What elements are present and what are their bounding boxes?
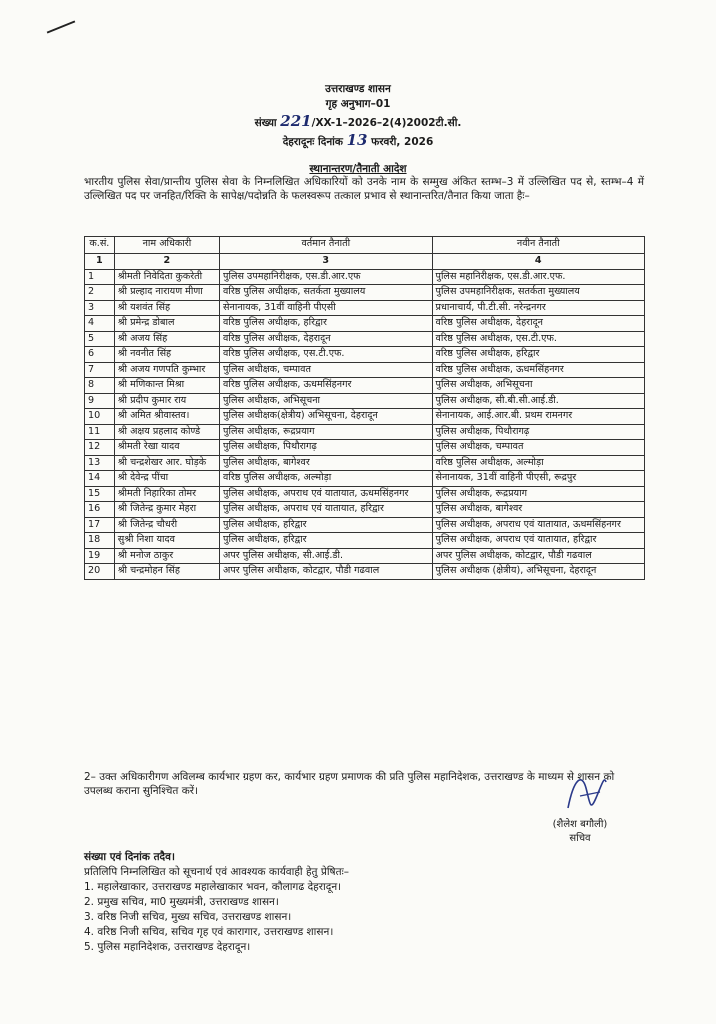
cell-current-posting: वरिष्ठ पुलिस अधीक्षक, सतर्कता मुख्यालय (220, 285, 432, 301)
copy-item: 3. वरिष्ठ निजी सचिव, मुख्य सचिव, उत्तराखण्ड शासन। (84, 911, 292, 923)
cell-officer-name: सुश्री निशा यादव (114, 533, 219, 549)
ref-number-handwritten: 221 (280, 112, 312, 130)
cell-current-posting: पुलिस अधीक्षक, अपराध एवं यातायात, ऊधमसिंहनगर (220, 486, 432, 502)
cell-serial: 3 (85, 300, 115, 316)
cell-new-posting: वरिष्ठ पुलिस अधीक्षक, हरिद्वार (432, 347, 645, 363)
col-number: 4 (432, 254, 645, 270)
cell-new-posting: वरिष्ठ पुलिस अधीक्षक, देहरादून (432, 316, 645, 332)
cell-new-posting: वरिष्ठ पुलिस अधीक्षक, एस.टी.एफ. (432, 331, 645, 347)
cell-officer-name: श्रीमती रेखा यादव (114, 440, 219, 456)
cell-officer-name: श्री नवनीत सिंह (114, 347, 219, 363)
copy-item: 2. प्रमुख सचिव, मा0 मुख्यमंत्री, उत्तराखण्ड शासन। (84, 896, 279, 908)
table-row (85, 564, 645, 580)
table-row (85, 347, 645, 363)
cell-serial: 2 (85, 285, 115, 301)
cell-new-posting: पुलिस अधीक्षक, बागेश्वर (432, 502, 645, 518)
cell-serial: 19 (85, 548, 115, 564)
transfer-table (84, 236, 645, 580)
table-row (85, 424, 645, 440)
table-row (85, 440, 645, 456)
cell-serial: 13 (85, 455, 115, 471)
cell-current-posting: अपर पुलिस अधीक्षक, कोटद्वार, पौडी गढवाल (220, 564, 432, 580)
cell-new-posting: पुलिस उपमहानिरीक्षक, सतर्कता मुख्यालय (432, 285, 645, 301)
date-day-handwritten: 13 (346, 131, 368, 149)
cell-new-posting: प्रधानाचार्य, पी.टी.सी. नरेन्द्रनगर (432, 300, 645, 316)
col-header-name: नाम अधिकारी (114, 237, 219, 254)
col-number: 3 (220, 254, 432, 270)
copy-heading: संख्या एवं दिनांक तदैव। (84, 851, 175, 863)
cell-officer-name: श्रीमती निवेदिता कुकरेती (114, 269, 219, 285)
table-row (85, 269, 645, 285)
cell-officer-name: श्री अक्षय प्रहलाद कोण्डे (114, 424, 219, 440)
cell-serial: 15 (85, 486, 115, 502)
cell-current-posting: पुलिस अधीक्षक, रूद्रप्रयाग (220, 424, 432, 440)
table-row (85, 409, 645, 425)
cell-serial: 14 (85, 471, 115, 487)
cell-officer-name: श्री अजय गणपति कुम्भार (114, 362, 219, 378)
copy-section (84, 850, 644, 955)
signatory-designation: सचिव (569, 833, 591, 844)
cell-current-posting: पुलिस उपमहानिरीक्षक, एस.डी.आर.एफ (220, 269, 432, 285)
cell-current-posting: पुलिस अधीक्षक, अपराध एवं यातायात, हरिद्वार (220, 502, 432, 518)
cell-current-posting: वरिष्ठ पुलिस अधीक्षक, अल्मोड़ा (220, 471, 432, 487)
col-number: 1 (85, 254, 115, 270)
cell-new-posting: सेनानायक, 31वीं वाहिनी पीएसी, रूद्रपुर (432, 471, 645, 487)
cell-serial: 1 (85, 269, 115, 285)
cell-serial: 8 (85, 378, 115, 394)
cell-new-posting: वरिष्ठ पुलिस अधीक्षक, अल्मोड़ा (432, 455, 645, 471)
cell-current-posting: वरिष्ठ पुलिस अधीक्षक, हरिद्वार (220, 316, 432, 332)
ref-suffix: /XX-1–2026–2(4)2002टी.सी. (311, 117, 462, 129)
table-header-row (85, 237, 645, 254)
cell-officer-name: श्री चन्द्रशेखर आर. घोड़के (114, 455, 219, 471)
cell-serial: 7 (85, 362, 115, 378)
cell-new-posting: पुलिस अधीक्षक, पिथौरागढ़ (432, 424, 645, 440)
table-row (85, 316, 645, 332)
cell-new-posting: पुलिस अधीक्षक, अपराध एवं यातायात, ऊधमसिंहनगर (432, 517, 645, 533)
signatory-name: (शैलेश बगौली) (552, 819, 608, 830)
cell-new-posting: सेनानायक, आई.आर.बी. प्रथम रामनगर (432, 409, 645, 425)
cell-serial: 18 (85, 533, 115, 549)
cell-current-posting: वरिष्ठ पुलिस अधीक्षक, एस.टी.एफ. (220, 347, 432, 363)
table-row (85, 393, 645, 409)
cell-serial: 12 (85, 440, 115, 456)
col-header-new: नवीन तैनाती (432, 237, 645, 254)
cell-current-posting: पुलिस अधीक्षक, हरिद्वार (220, 533, 432, 549)
cell-officer-name: श्री देवेन्द्र पींचा (114, 471, 219, 487)
cell-serial: 6 (85, 347, 115, 363)
cell-current-posting: वरिष्ठ पुलिस अधीक्षक, ऊधमसिंहनगर (220, 378, 432, 394)
department-name: गृह अनुभाग–01 (325, 98, 391, 110)
table-row (85, 548, 645, 564)
cell-current-posting: पुलिस अधीक्षक, हरिद्वार (220, 517, 432, 533)
cell-officer-name: श्री प्रल्हाद नारायण मीणा (114, 285, 219, 301)
cell-current-posting: अपर पुलिस अधीक्षक, सी.आई.डी. (220, 548, 432, 564)
cell-serial: 9 (85, 393, 115, 409)
cell-current-posting: पुलिस अधीक्षक(क्षेत्रीय) अभिसूचना, देहरादून (220, 409, 432, 425)
table-row (85, 285, 645, 301)
cell-new-posting: पुलिस अधीक्षक, चम्पावत (432, 440, 645, 456)
govt-name: उत्तराखण्ड शासन (325, 83, 391, 95)
cell-officer-name: श्री जितेन्द्र कुमार मेहरा (114, 502, 219, 518)
table-row (85, 378, 645, 394)
cell-serial: 10 (85, 409, 115, 425)
cell-current-posting: सेनानायक, 31वीं वाहिनी पीएसी (220, 300, 432, 316)
date-suffix: फरवरी, 2026 (371, 136, 434, 148)
col-header-current: वर्तमान तैनाती (220, 237, 432, 254)
copy-intro: प्रतिलिपि निम्नलिखित को सूचनार्थ एवं आवश्यक कार्यवाही हेतु प्रेषितः– (84, 866, 349, 878)
signature-scrawl (560, 768, 610, 818)
cell-serial: 20 (85, 564, 115, 580)
table-row (85, 502, 645, 518)
cell-new-posting: पुलिस अधीक्षक, अभिसूचना (432, 378, 645, 394)
table-row (85, 471, 645, 487)
cell-officer-name: श्री जितेन्द्र चौधरी (114, 517, 219, 533)
col-header-sn: क.सं. (85, 237, 115, 254)
cell-serial: 5 (85, 331, 115, 347)
reference-number (0, 112, 716, 130)
cell-new-posting: वरिष्ठ पुलिस अधीक्षक, ऊधमसिंहनगर (432, 362, 645, 378)
table-row (85, 517, 645, 533)
cell-officer-name: श्री प्रदीप कुमार राय (114, 393, 219, 409)
copy-item: 4. वरिष्ठ निजी सचिव, सचिव गृह एवं कारागार, उत्तराखण्ड शासन। (84, 926, 334, 938)
cell-serial: 17 (85, 517, 115, 533)
cell-officer-name: श्री अजय सिंह (114, 331, 219, 347)
cell-serial: 11 (85, 424, 115, 440)
cell-officer-name: श्री चन्द्रमोहन सिंह (114, 564, 219, 580)
signature-block (520, 818, 640, 846)
date-prefix: देहरादूनः दिनांक (282, 136, 343, 148)
copy-item: 5. पुलिस महानिदेशक, उत्तराखण्ड देहरादून। (84, 941, 251, 953)
table-row (85, 300, 645, 316)
cell-serial: 16 (85, 502, 115, 518)
cell-officer-name: श्री अमित श्रीवास्तव। (114, 409, 219, 425)
copy-item: 1. महालेखाकार, उत्तराखण्ड महालेखाकार भवन, कौलागढ देहरादून। (84, 881, 342, 893)
cell-current-posting: पुलिस अधीक्षक, पिथौरागढ़ (220, 440, 432, 456)
cell-current-posting: पुलिस अधीक्षक, अभिसूचना (220, 393, 432, 409)
col-number: 2 (114, 254, 219, 270)
cell-current-posting: पुलिस अधीक्षक, चम्पावत (220, 362, 432, 378)
cell-officer-name: श्री यशवंत सिंह (114, 300, 219, 316)
intro-paragraph: भारतीय पुलिस सेवा/प्रान्तीय पुलिस सेवा के निम्नलिखित अधिकारियों को उनके नाम के सम्मुख अंकित स्तम्भ–3 में उल्लिखित पद से, स्तम्भ–4 में उल्लिखित पद पर जनहित/रिक्ति के सापेक्ष/पदोन्नति के फलस्वरूप तत्काल प्रभाव से स्थानान्तरित/तैनात किया जाता हैः– (84, 176, 644, 202)
table-row (85, 486, 645, 502)
table-row (85, 455, 645, 471)
cell-current-posting: पुलिस अधीक्षक, बागेश्वर (220, 455, 432, 471)
cell-officer-name: श्री मनोज ठाकुर (114, 548, 219, 564)
cell-new-posting: पुलिस अधीक्षक, अपराध एवं यातायात, हरिद्वार (432, 533, 645, 549)
cell-officer-name: श्रीमती निहारिका तोमर (114, 486, 219, 502)
column-number-row (85, 254, 645, 270)
cell-new-posting: पुलिस अधीक्षक (क्षेत्रीय), अभिसूचना, देहरादून (432, 564, 645, 580)
instruction-paragraph: 2– उक्त अधिकारीगण अविलम्ब कार्यभार ग्रहण कर, कार्यभार ग्रहण प्रमाणक की प्रति पुलिस महानिदेशक, उत्तराखण्ड के माध्यम से शासन को उपलब्ध कराना सुनिश्चित करें। (84, 771, 615, 797)
cell-officer-name: श्री मणिकान्त मिश्रा (114, 378, 219, 394)
table-row (85, 362, 645, 378)
order-date (0, 131, 716, 149)
pen-mark (47, 20, 76, 33)
table-row (85, 331, 645, 347)
cell-new-posting: पुलिस अधीक्षक, सी.बी.सी.आई.डी. (432, 393, 645, 409)
cell-serial: 4 (85, 316, 115, 332)
cell-new-posting: पुलिस अधीक्षक, रूद्रप्रयाग (432, 486, 645, 502)
ref-prefix: संख्या (254, 117, 277, 129)
cell-new-posting: अपर पुलिस अधीक्षक, कोटद्वार, पौडी गढवाल (432, 548, 645, 564)
cell-officer-name: श्री प्रमेन्द्र डोबाल (114, 316, 219, 332)
cell-new-posting: पुलिस महानिरीक्षक, एस.डी.आर.एफ. (432, 269, 645, 285)
table-row (85, 533, 645, 549)
order-title: स्थानान्तरण/तैनाती आदेश (309, 163, 407, 175)
cell-current-posting: वरिष्ठ पुलिस अधीक्षक, देहरादून (220, 331, 432, 347)
